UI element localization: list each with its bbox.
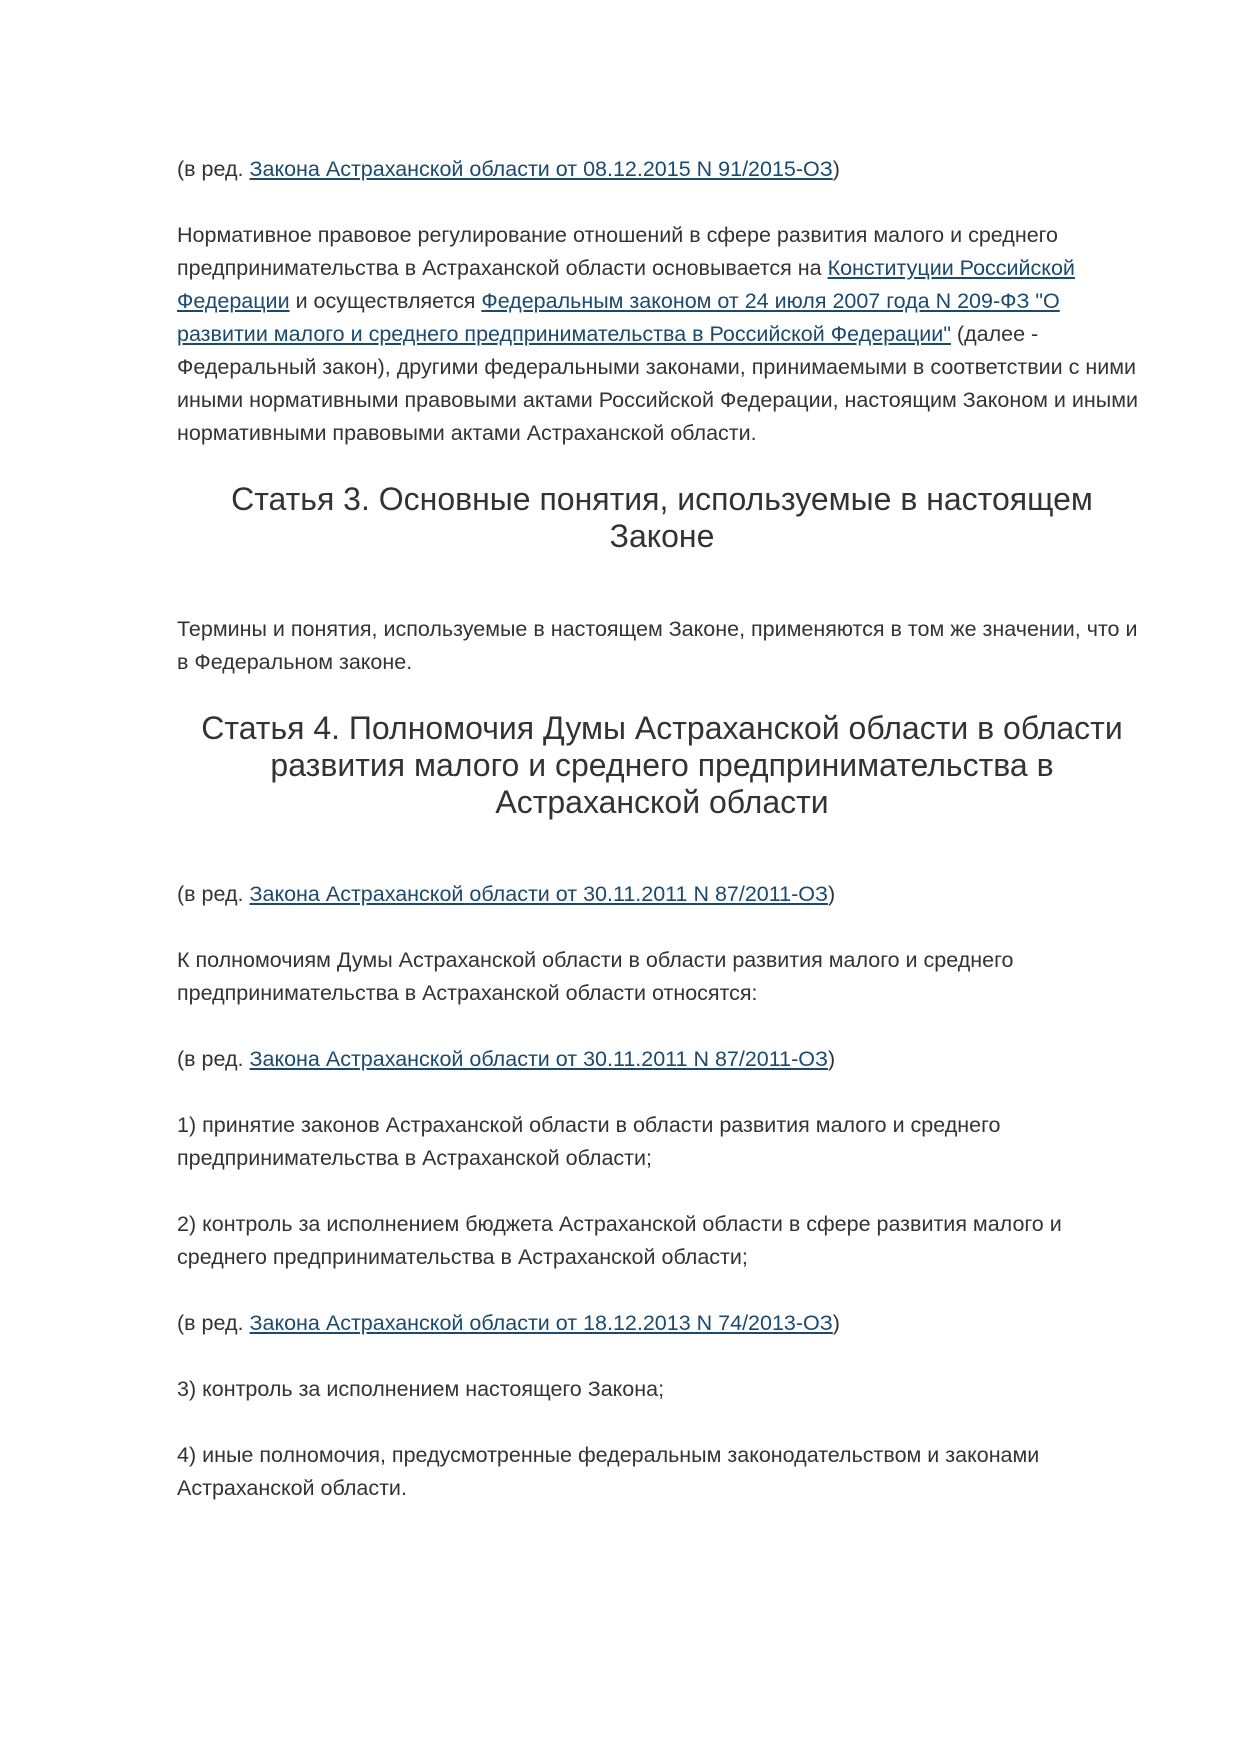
article-3-heading: Статья 3. Основные понятия, используемые в настоящем Законе	[231, 481, 1093, 554]
amendment-prefix: (в ред.	[177, 157, 250, 181]
amendment-note-2015	[177, 153, 1147, 186]
amendment-note-2011-a	[177, 878, 1147, 911]
powers-item-3: 3) контроль за исполнением настоящего Закона;	[177, 1377, 665, 1401]
powers-item-1: 1) принятие законов Астраханской области в области развития малого и среднего предпринимательства в Астраханской области;	[177, 1113, 1001, 1170]
regulation-text-1: Нормативное правовое регулирование отношений в сфере развития малого и среднего предпринимательства в Астраханской области основывается на	[177, 223, 1058, 280]
constitution-link[interactable]: Конституции Российской Федерации	[177, 256, 1075, 313]
terms-paragraph: Термины и понятия, используемые в настоящем Законе, применяются в том же значении, что и в Федеральном законе.	[177, 617, 1138, 674]
law-link-2015-91[interactable]: Закона Астраханской области от 08.12.2015 N 91/2015-ОЗ	[249, 157, 833, 181]
document-body	[177, 153, 1147, 1538]
regulation-paragraph	[177, 219, 1147, 450]
powers-intro-paragraph: К полномочиям Думы Астраханской области в области развития малого и среднего предпринимательства в Астраханской области относятся:	[177, 948, 1014, 1005]
article-4-heading: Статья 4. Полномочия Думы Астраханской области в области развития малого и среднего предпринимательства в Астраханской области	[201, 710, 1123, 820]
law-link-2013-74[interactable]: Закона Астраханской области от 18.12.2013 N 74/2013-ОЗ	[249, 1311, 833, 1335]
amendment-suffix: )	[827, 1047, 836, 1071]
powers-item-4: 4) иные полномочия, предусмотренные федеральным законодательством и законами Астраханской области.	[177, 1443, 1040, 1500]
amendment-note-2013	[177, 1307, 1147, 1340]
regulation-text-3: (далее - Федеральный закон), другими федеральными законами, принимаемыми в соответствии с ними иными нормативными правовыми актами Российской Федерации, настоящим Законом и иными нормативными правовыми актами Астраханской области.	[177, 322, 1139, 445]
amendment-suffix: )	[827, 882, 836, 906]
law-link-2011-87[interactable]: Закона Астраханской области от 30.11.2011 N 87/2011-ОЗ	[249, 882, 828, 906]
amendment-suffix: )	[832, 157, 840, 181]
amendment-prefix: (в ред.	[177, 882, 250, 906]
amendment-suffix: )	[832, 1311, 840, 1335]
amendment-prefix: (в ред.	[177, 1311, 250, 1335]
amendment-prefix: (в ред.	[177, 1047, 250, 1071]
federal-law-209-link[interactable]: Федеральным законом от 24 июля 2007 года N 209-ФЗ "О развитии малого и среднего предпринимательства в Российской Федерации"	[177, 289, 1060, 346]
amendment-note-2011-b	[177, 1043, 1147, 1076]
powers-item-2: 2) контроль за исполнением бюджета Астраханской области в сфере развития малого и среднего предпринимательства в Астраханской области;	[177, 1212, 1062, 1269]
law-link-2011-87[interactable]: Закона Астраханской области от 30.11.2011 N 87/2011-ОЗ	[249, 1047, 828, 1071]
regulation-text-2: и осуществляется	[289, 289, 482, 313]
